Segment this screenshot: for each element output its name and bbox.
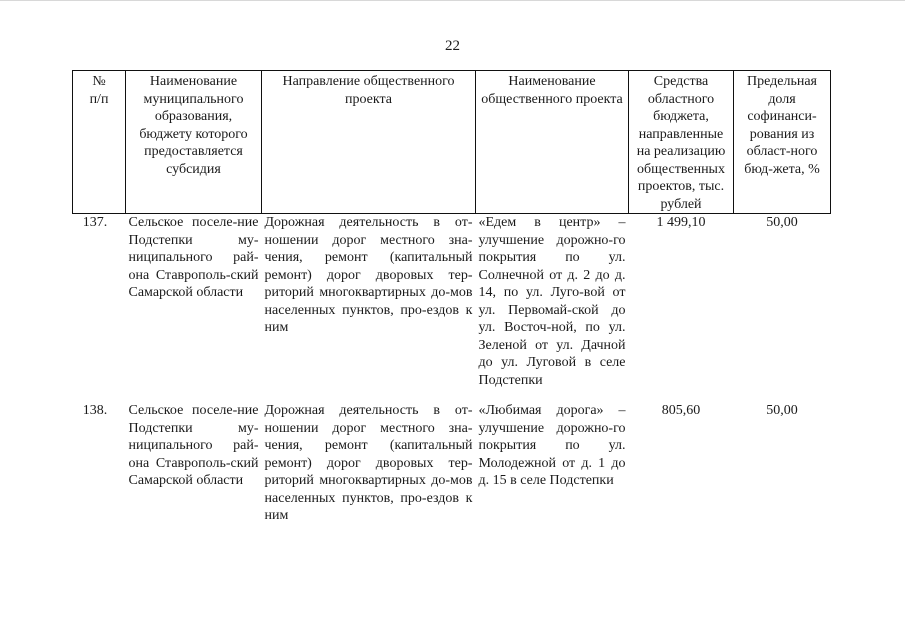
row-municipality: Сельское поселе-ние Подстепки му-ниципального рай-она Ставрополь-ский Самарской области <box>128 215 259 300</box>
row-share: 50,00 <box>766 403 798 418</box>
subsidy-table <box>72 70 831 525</box>
header-number <box>73 71 126 214</box>
header-funds: Средства областного бюджета, направленные на реализацию общественных проектов, тыс. рублей <box>629 71 734 214</box>
row-project: «Любимая дорога» – улучшение дорожно-го покрытия по ул. Молодежной от д. 1 до д. 15 в селе Подстепки <box>478 403 626 488</box>
header-number-abbrev: п/п <box>89 91 109 107</box>
table-row <box>73 214 831 403</box>
table-row <box>73 402 831 525</box>
row-share: 50,00 <box>766 215 798 230</box>
row-funds: 805,60 <box>661 403 701 418</box>
row-number: 137. <box>82 215 108 230</box>
header-direction: Направление общественного проекта <box>262 71 476 214</box>
header-municipality: Наименование муниципального образования, бюджету которого предоставляется субсидия <box>126 71 262 214</box>
row-number: 138. <box>82 403 108 418</box>
row-municipality: Сельское поселе-ние Подстепки му-ниципального рай-она Ставрополь-ский Самарской области <box>128 403 259 488</box>
page-number: 22 <box>445 38 460 54</box>
header-share: Предельная доля софинанси-рования из област-ного бюд-жета, % <box>734 71 831 214</box>
row-funds: 1 499,10 <box>656 215 706 230</box>
header-number-sign: № <box>92 74 106 89</box>
row-direction: Дорожная деятельность в от-ношении дорог местного зна-чения, ремонт (капитальный ремонт) дорог дворовых тер-риторий многоквартирных до-мов населенных пунктов, про-ездов к ним <box>264 403 473 523</box>
row-direction: Дорожная деятельность в от-ношении дорог местного зна-чения, ремонт (капитальный ремонт) дорог дворовых тер-риторий многоквартирных до-мов населенных пунктов, про-ездов к ним <box>264 215 473 335</box>
row-project: «Едем в центр» – улучшение дорожно-го покрытия по ул. Солнечной от д. 2 до д. 14, по ул. Луго-вой от ул. Первомай-ской до ул. Восточ-ной, по ул. Зеленой от ул. Дачной до ул. Луговой в селе Подстепки <box>478 215 626 388</box>
header-project: Наименование общественного проекта <box>476 71 629 214</box>
page-top-edge <box>0 0 905 1</box>
table-header-row <box>73 71 831 214</box>
